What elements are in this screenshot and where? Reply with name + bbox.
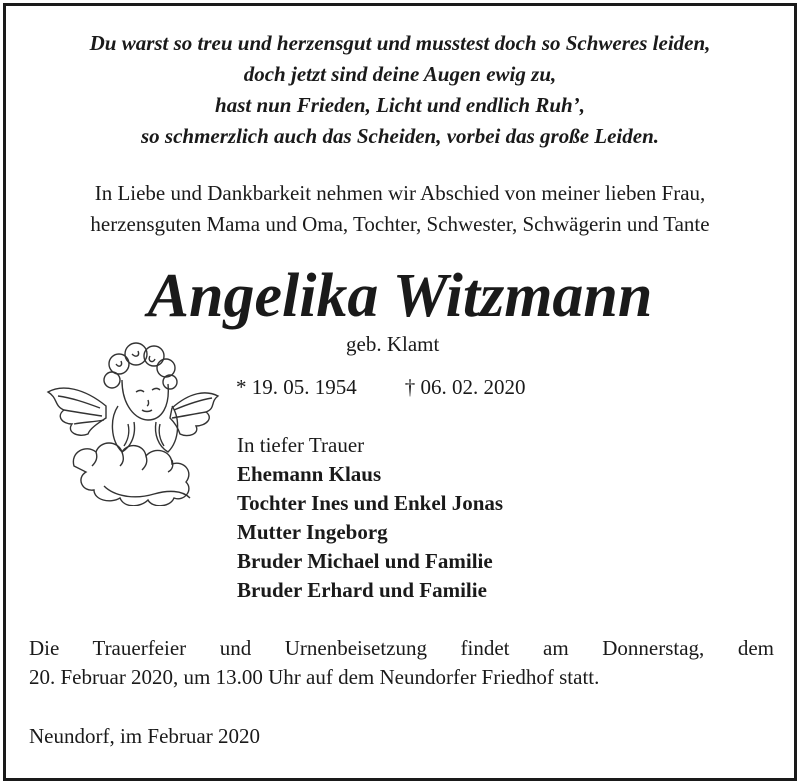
place-date: Neundorf, im Februar 2020 [29,724,260,748]
maiden-name: geb. Klamt [346,332,440,356]
mourning-lead: In tiefer Trauer [237,433,365,457]
obituary-frame [3,3,797,781]
poem-line: doch jetzt sind deine Augen ewig zu, [243,62,557,86]
birth-date: * 19. 05. 1954 [236,375,357,399]
mourners-block [237,431,503,605]
poem-line: so schmerzlich auch das Scheiden, vorbei das große Leiden. [141,124,659,148]
intro-text [6,178,794,240]
death-date: † 06. 02. 2020 [404,375,526,399]
mourner-name: Mutter Ingeborg [237,520,388,544]
intro-line: In Liebe und Dankbarkeit nehmen wir Abschied von meiner lieben Frau, [94,181,706,205]
life-dates [236,373,574,401]
mourner-name: Ehemann Klaus [237,462,382,486]
poem-line: Du warst so treu und herzensgut und musstest doch so Schweres leiden, [89,31,711,55]
poem-line: hast nun Frieden, Licht und endlich Ruh’, [215,93,585,117]
poem [6,28,794,152]
mourner-name: Tochter Ines und Enkel Jonas [237,491,504,515]
service-line: Die Trauerfeier und Urnenbeisetzung findet am Donnerstag, dem [29,636,774,660]
service-line: 20. Februar 2020, um 13.00 Uhr auf dem Neundorfer Friedhof statt. [29,665,600,689]
service-announcement [29,634,774,692]
intro-line: herzensguten Mama und Oma, Tochter, Schwester, Schwägerin und Tante [90,212,710,236]
mourner-name: Bruder Michael und Familie [237,549,493,573]
mourner-name: Bruder Erhard und Familie [237,578,487,602]
deceased-name: Angelika Witzmann [147,262,653,330]
angel-illustration [44,336,224,506]
